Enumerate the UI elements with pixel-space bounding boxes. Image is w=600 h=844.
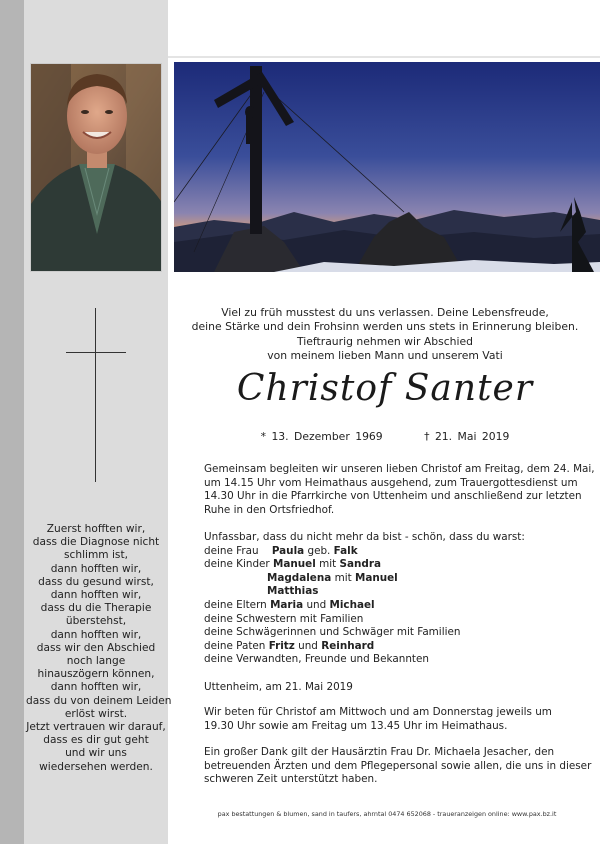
life-dates — [190, 430, 580, 443]
mourner-child — [204, 572, 564, 586]
text-line: Ruhe in den Ortsfriedhof. — [204, 503, 335, 516]
poem-line: dass du die Therapie — [40, 602, 152, 615]
left-gray-column — [0, 0, 24, 844]
text-line: betreuenden Ärzten und dem Pflegepersonal sowie allen, die uns in dieser — [204, 759, 592, 772]
mourners-intro: Unfassbar, dass du nicht mehr da bist - schön, dass du warst: — [204, 531, 525, 543]
intro-line: Viel zu früh musstest du uns verlassen. Deine Lebensfreude, — [221, 306, 549, 319]
poem-line: dann hofften wir, — [50, 628, 142, 641]
mountain-summit-cross-photo — [174, 62, 600, 272]
mourner-inlaws: deine Schwägerinnen und Schwäger mit Familien — [204, 626, 461, 639]
mourner-godparents — [204, 640, 564, 654]
funeral-details — [204, 463, 595, 517]
text-line: Wir beten für Christof am Mittwoch und am Donnerstag jeweils um — [204, 706, 552, 718]
poem-line: schlimm ist, — [64, 549, 128, 562]
poem-line: überstehst, — [65, 615, 127, 628]
person-name: Reinhard — [321, 639, 375, 652]
top-gray-band — [24, 0, 168, 56]
text-line: schweren Zeit unterstützt haben. — [204, 773, 378, 786]
poem-line: hinauszögern können, — [37, 668, 155, 681]
poem-line: dass du von deinem Leiden — [26, 694, 172, 707]
mourner-wife — [204, 545, 564, 559]
person-name: Paula — [271, 544, 305, 557]
poem-line: erlöst wirst. — [64, 707, 128, 720]
portrait-photo — [30, 63, 162, 272]
label: mit — [319, 558, 337, 571]
cross-horizontal-line — [66, 352, 126, 353]
person-name: Fritz — [268, 639, 295, 652]
poem-line: noch lange — [66, 655, 126, 668]
footer-imprint: pax bestattungen & blumen, sand in taufers, ahrntal 0474 652068 - traueranzeigen online: www.pax.bz.it — [217, 810, 557, 818]
thanks-text — [204, 746, 592, 787]
mourners-list — [204, 531, 564, 667]
birth-date: * 13. Dezember 1969 — [260, 430, 383, 443]
label: geb. — [307, 544, 331, 557]
mourner-relatives: deine Verwandten, Freunde und Bekannten — [204, 653, 429, 666]
mourner-siblings: deine Schwestern mit Familien — [204, 612, 364, 625]
person-name: Manuel — [354, 571, 398, 584]
label: deine Frau — [204, 544, 259, 557]
poem-line: Zuerst hofften wir, — [46, 523, 146, 535]
mourner-children — [204, 558, 564, 572]
poem-line: dann hofften wir, — [50, 562, 142, 575]
intro-line: Tieftraurig nehmen wir Abschied — [297, 334, 473, 348]
poem-line: dann hofften wir, — [50, 681, 142, 694]
person-name: Matthias — [267, 585, 319, 598]
text-line: 19.30 Uhr sowie am Freitag um 13.45 Uhr im Heimathaus. — [204, 719, 508, 732]
person-name: Falk — [333, 544, 358, 557]
deceased-name: Christof Santer — [236, 368, 534, 409]
poem-line: dass wir den Abschied — [36, 641, 156, 654]
intro-line: von meinem lieben Mann und unserem Vati — [267, 349, 503, 363]
poem-line: Jetzt vertrauen wir darauf, — [26, 721, 166, 734]
prayer-details — [204, 706, 564, 733]
text-line: Gemeinsam begleiten wir unseren lieben Christof am Freitag, dem 24. Mai, — [204, 463, 595, 475]
cross-vertical-line — [95, 308, 96, 482]
person-name: Sandra — [339, 558, 381, 571]
poem-line: dass es dir gut geht — [43, 734, 149, 747]
poem-line: dass du gesund wirst, — [38, 575, 154, 588]
intro-text — [190, 306, 580, 364]
label: und — [298, 639, 318, 652]
death-date: † 21. Mai 2019 — [424, 430, 510, 443]
label: deine Kinder — [204, 558, 270, 571]
poem-line: dass die Diagnose nicht — [32, 536, 160, 549]
text-line: Ein großer Dank gilt der Hausärztin Frau Dr. Michaela Jesacher, den — [204, 746, 555, 758]
person-name: Magdalena — [267, 571, 332, 584]
person-name: Michael — [329, 598, 375, 611]
place-date: Uttenheim, am 21. Mai 2019 — [204, 681, 353, 693]
top-strip — [168, 56, 600, 58]
text-line: 14.30 Uhr in die Pfarrkirche von Uttenheim und anschließend zur letzten — [204, 490, 582, 503]
memorial-poem — [26, 523, 172, 774]
text-line: um 14.15 Uhr vom Heimathaus ausgehend, zum Trauergottesdienst um — [204, 476, 578, 489]
mourner-child — [204, 585, 564, 599]
poem-line: wiedersehen werden. — [39, 760, 153, 773]
label: deine Eltern — [204, 598, 267, 611]
poem-line: dann hofften wir, — [50, 589, 142, 602]
person-name: Maria — [270, 598, 304, 611]
label: und — [306, 598, 327, 611]
mourner-parents — [204, 599, 564, 613]
intro-line: deine Stärke und dein Frohsinn werden uns stets in Erinnerung bleiben. — [191, 320, 579, 334]
label: mit — [334, 571, 352, 584]
person-name: Manuel — [273, 558, 316, 571]
label: deine Paten — [204, 639, 266, 652]
poem-line: und wir uns — [65, 747, 127, 760]
